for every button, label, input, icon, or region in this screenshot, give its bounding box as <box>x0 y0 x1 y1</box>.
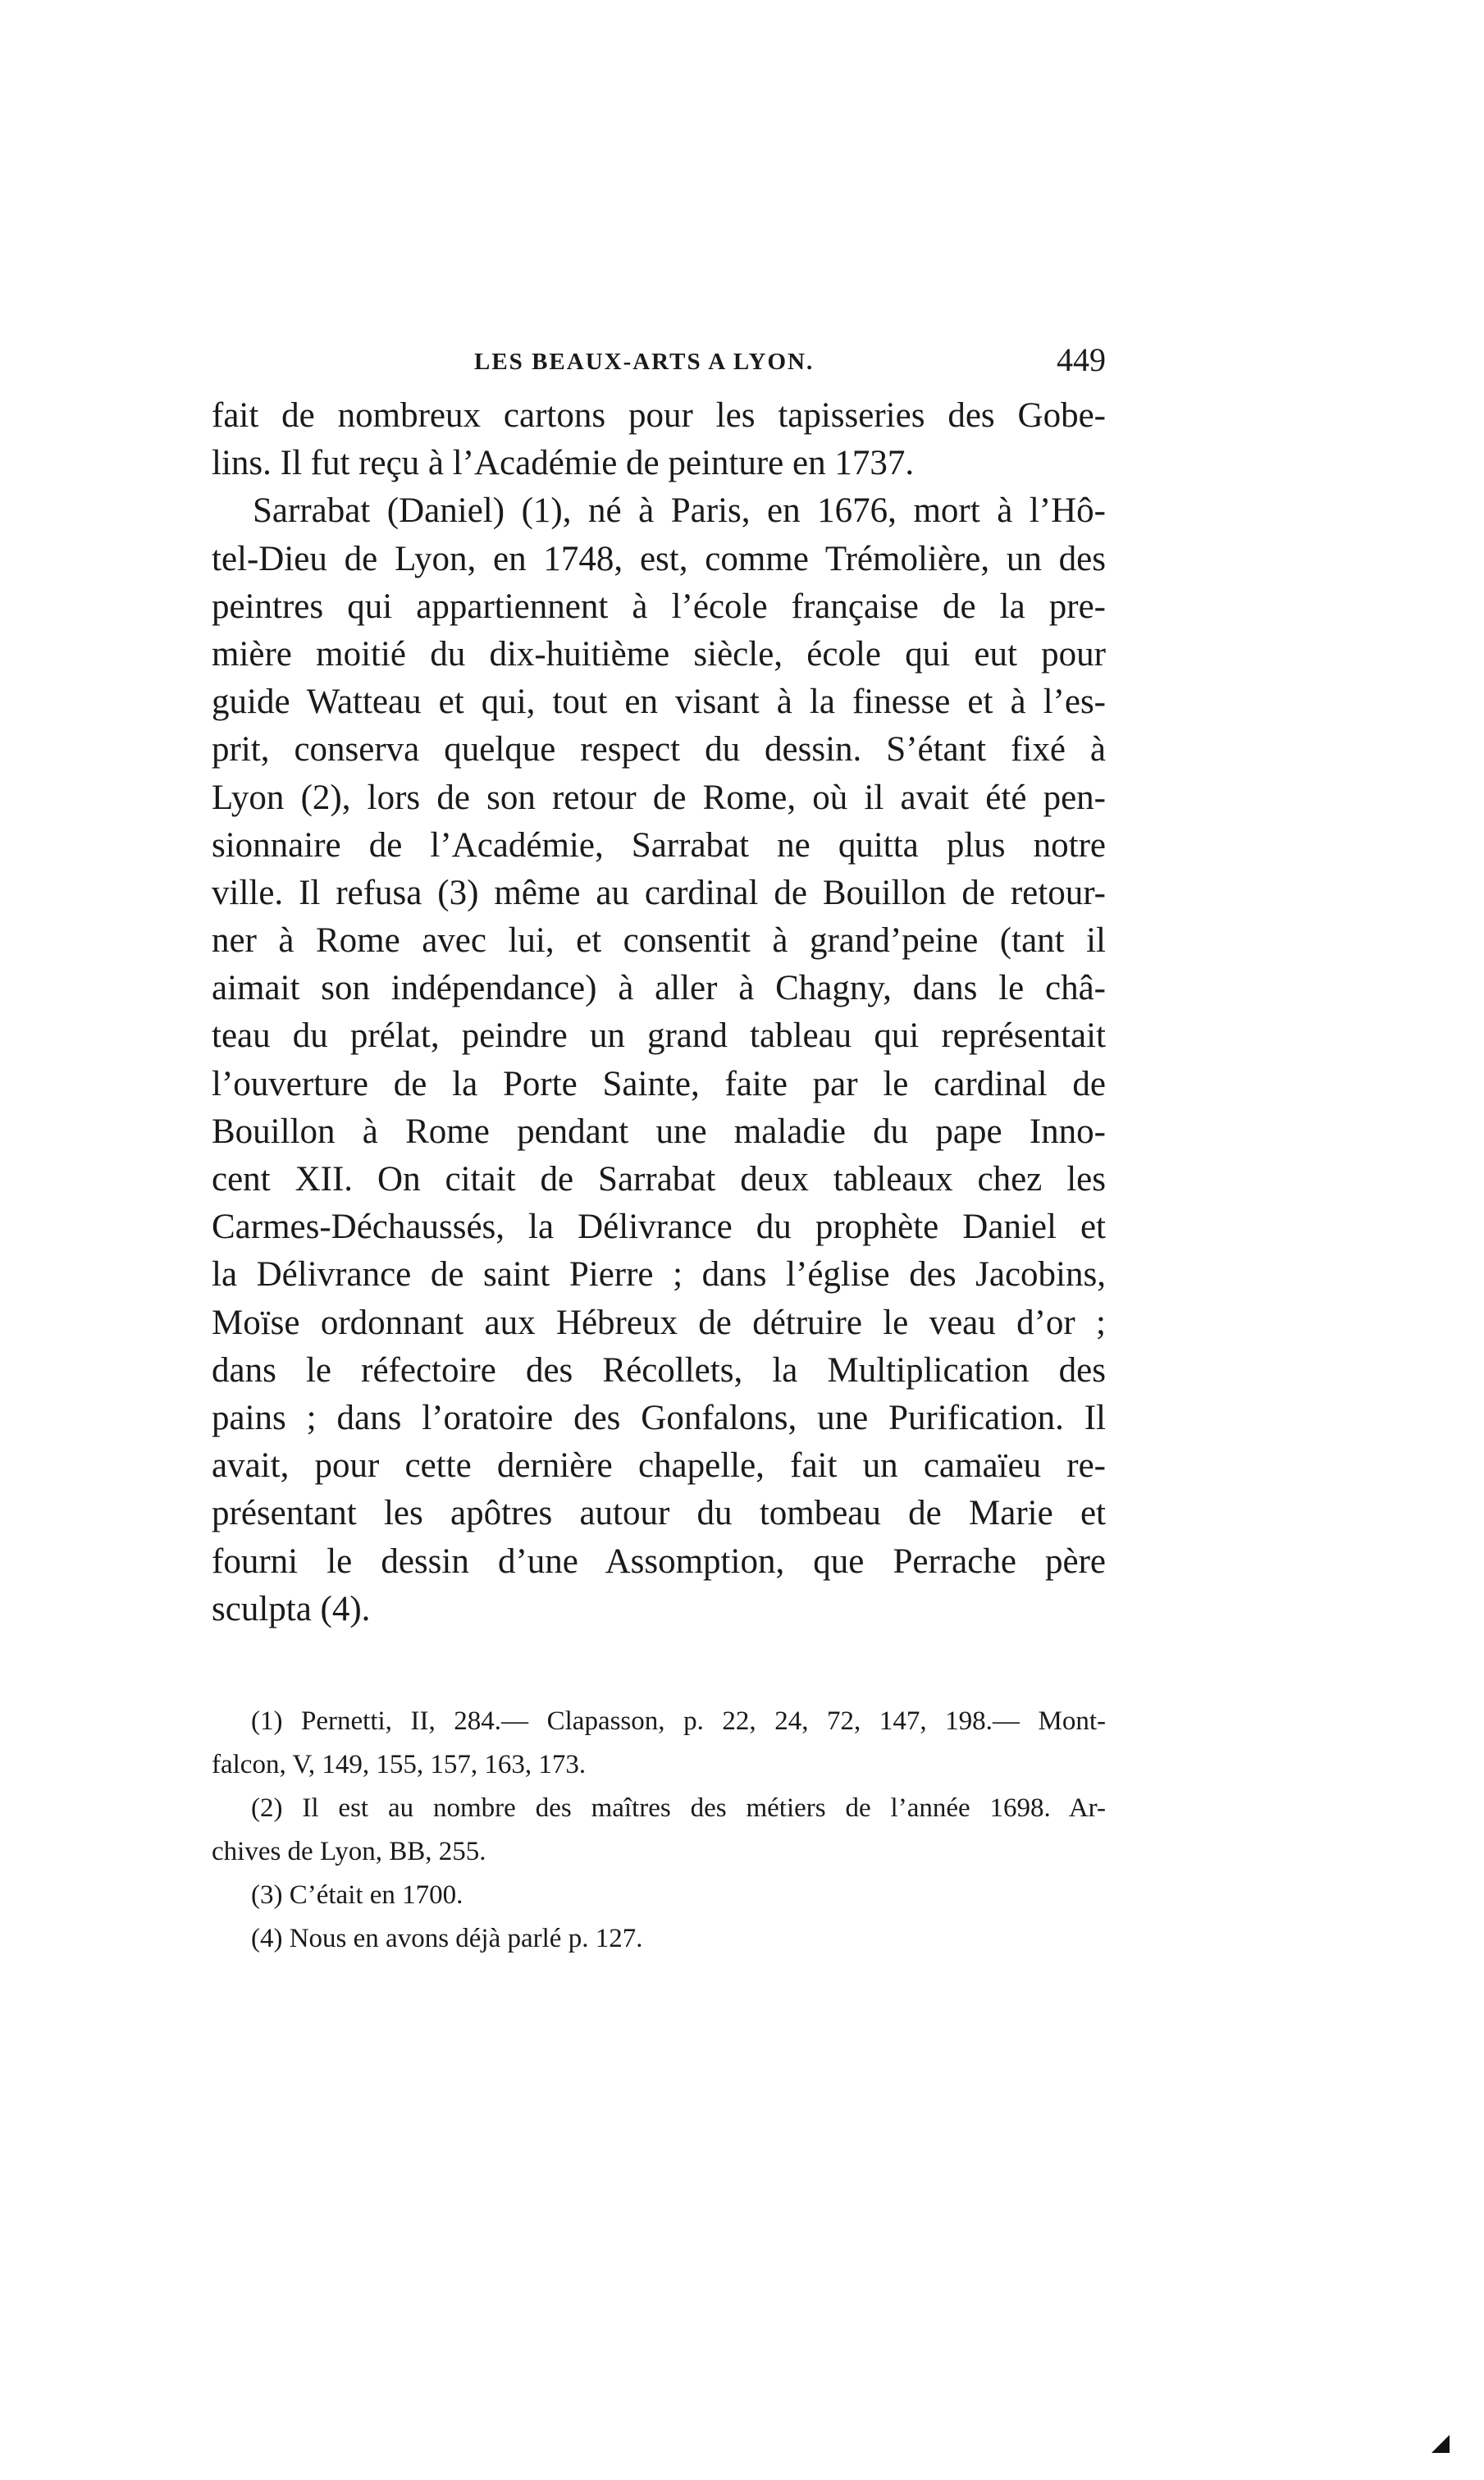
body-line: avait, pour cette dernière chapelle, fait un camaïeu re- <box>212 1446 1106 1486</box>
body-line: fourni le dessin d’une Assomption, que Perrache père <box>212 1541 1106 1581</box>
footnote-line: (2) Il est au nombre des maîtres des métiers de l’année 1698. Ar- <box>251 1793 1106 1823</box>
body-line: aimait son indépendance) à aller à Chagny, dans le châ- <box>212 969 1106 1008</box>
body-line: peintres qui appartiennent à l’école française de la pre- <box>212 587 1106 626</box>
page-number: 449 <box>1057 341 1106 378</box>
body-line: sculpta (4). <box>212 1589 371 1628</box>
body-line: ville. Il refusa (3) même au cardinal de Bouillon de retour- <box>212 873 1106 912</box>
footnote-line: (3) C’était en 1700. <box>251 1880 463 1910</box>
body-text <box>212 392 1106 1633</box>
footnotes <box>212 1700 1106 1961</box>
body-line: sionnaire de l’Académie, Sarrabat ne quitta plus notre <box>212 825 1106 865</box>
page-header <box>212 340 1106 390</box>
body-line: ner à Rome avec lui, et consentit à grand’peine (tant il <box>212 921 1106 961</box>
body-line: fait de nombreux cartons pour les tapisseries des Gobe- <box>212 396 1106 435</box>
body-line: pains ; dans l’oratoire des Gonfalons, une Purification. Il <box>212 1398 1106 1437</box>
body-line: mière moitié du dix-huitième siècle, école qui eut pour <box>212 634 1106 674</box>
body-line: Carmes-Déchaussés, la Délivrance du prophète Daniel et <box>212 1208 1106 1247</box>
body-line: guide Watteau et qui, tout en visant à la finesse et à l’es- <box>212 683 1106 722</box>
body-line: l’ouverture de la Porte Sainte, faite par le cardinal de <box>212 1064 1106 1103</box>
body-line: teau du prélat, peindre un grand tableau qui représentait <box>212 1016 1106 1056</box>
body-line: prit, conserva quelque respect du dessin. S’étant fixé à <box>212 730 1106 770</box>
footnote-line: (1) Pernetti, II, 284.— Clapasson, p. 22, 24, 72, 147, 198.— Mont- <box>251 1706 1106 1736</box>
body-line: lins. Il fut reçu à l’Académie de peinture en 1737. <box>212 444 915 483</box>
body-line: tel-Dieu de Lyon, en 1748, est, comme Trémolière, un des <box>212 539 1106 578</box>
body-line: Lyon (2), lors de son retour de Rome, où il avait été pen- <box>212 778 1106 817</box>
body-line: Sarrabat (Daniel) (1), né à Paris, en 1676, mort à l’Hô- <box>253 491 1106 531</box>
triangle-mark-icon <box>1431 2435 1450 2453</box>
body-line: cent XII. On citait de Sarrabat deux tableaux chez les <box>212 1160 1106 1199</box>
footnote-line: falcon, V, 149, 155, 157, 163, 173. <box>212 1750 587 1779</box>
running-title: LES BEAUX-ARTS A LYON. <box>474 349 815 375</box>
body-line: Bouillon à Rome pendant une maladie du pape Inno- <box>212 1112 1106 1151</box>
body-line: présentant les apôtres autour du tombeau de Marie et <box>212 1494 1106 1533</box>
footnote-line: chives de Lyon, BB, 255. <box>212 1837 486 1866</box>
body-line: dans le réfectoire des Récollets, la Multiplication des <box>212 1350 1106 1390</box>
footnote-line: (4) Nous en avons déjà parlé p. 127. <box>251 1924 643 1953</box>
body-line: Moïse ordonnant aux Hébreux de détruire le veau d’or ; <box>212 1303 1106 1342</box>
body-line: la Délivrance de saint Pierre ; dans l’église des Jacobins, <box>212 1255 1106 1295</box>
